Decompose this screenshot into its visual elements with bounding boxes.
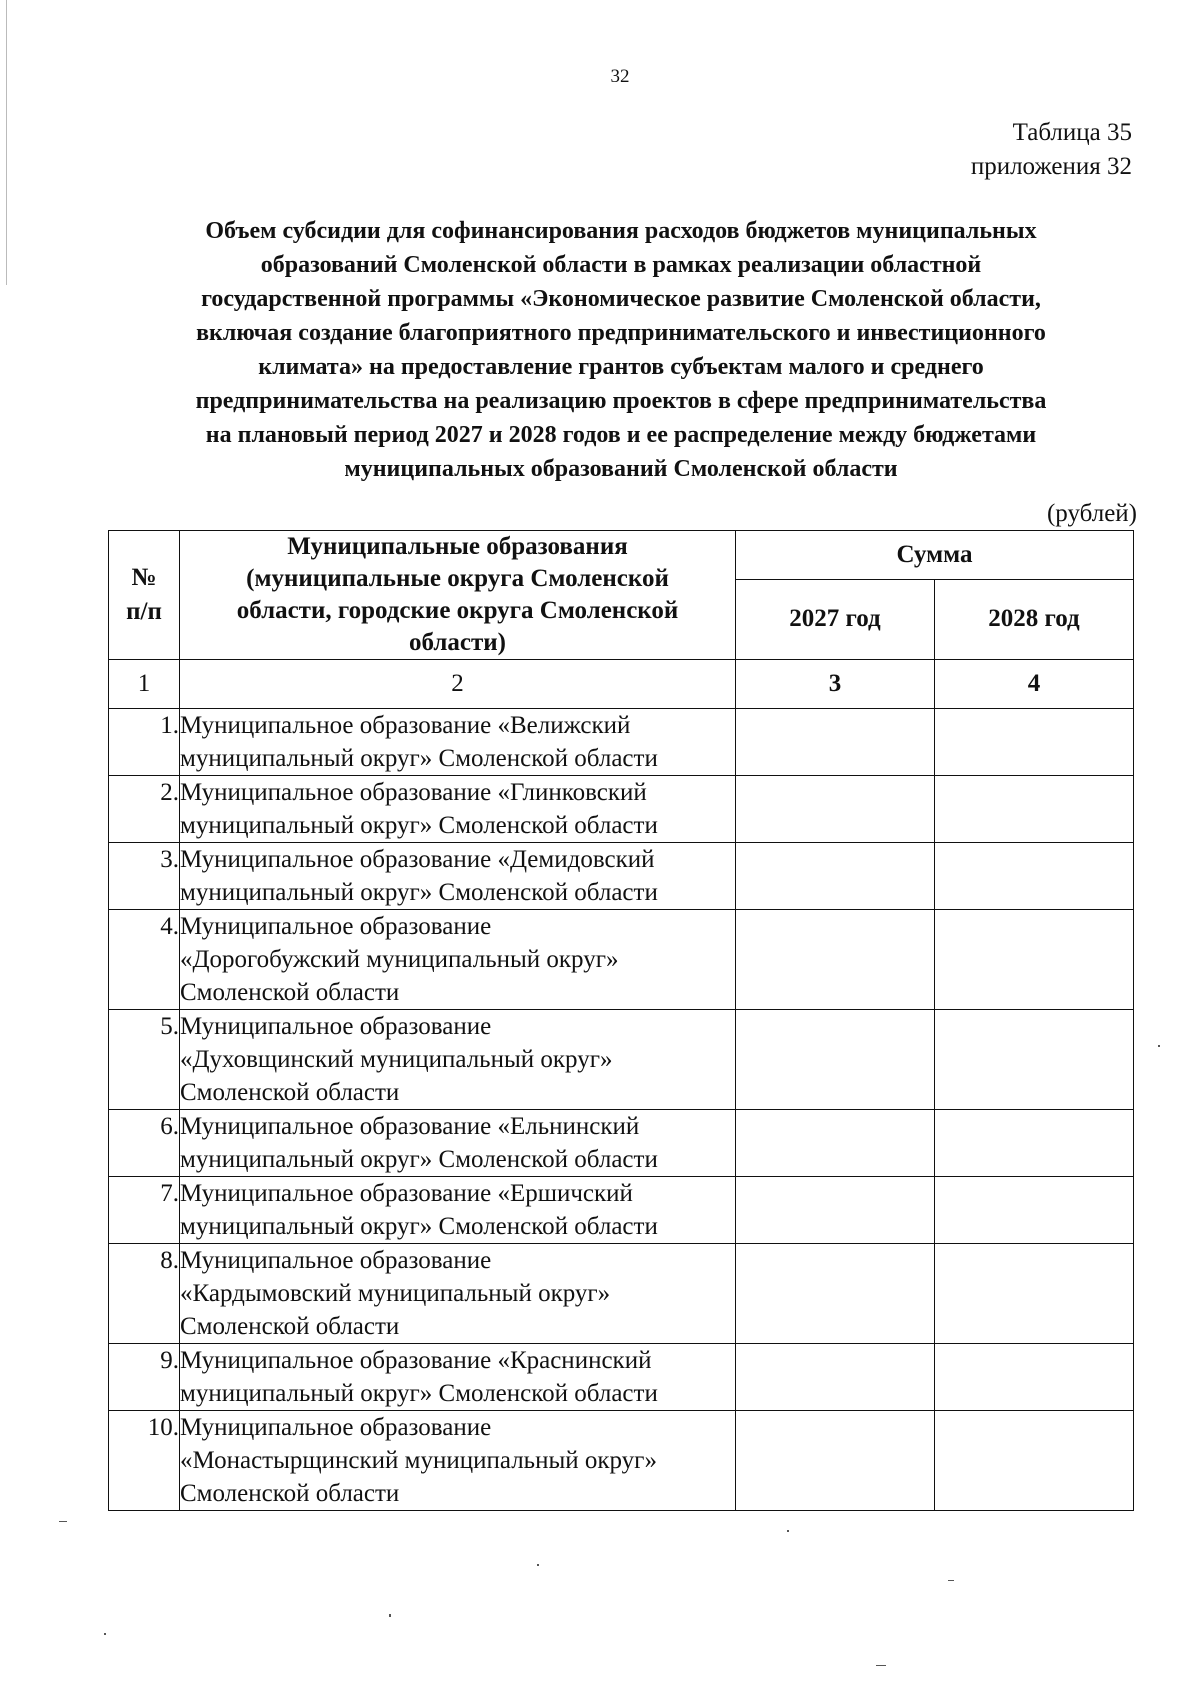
municipality-name-line: «Духовщинский муниципальный округ» [180,1046,613,1073]
header-number-abbr: п/п [126,598,162,625]
column-numbers-row [109,660,1134,709]
municipality-name-line: «Монастырщинский муниципальный округ» [180,1447,657,1474]
header-year-2027: 2027 год [736,579,935,659]
title-line: Объем субсидии для софинансирования расходов бюджетов муниципальных [205,218,1037,244]
header-municipality-line: области) [408,629,506,656]
header-municipality-cell [180,531,736,660]
table-header-row [109,531,1134,580]
municipality-name-line: Муниципальное образование «Ельнинский [180,1113,640,1140]
scan-speck [1158,1045,1160,1047]
table-row [109,1177,1134,1244]
municipality-name-line: муниципальный округ» Смоленской области [180,1380,658,1407]
amount-2028 [935,1411,1134,1511]
municipality-name [180,1177,736,1244]
row-number: 7. [109,1177,180,1244]
scan-speck [6,0,7,285]
column-number: 3 [736,660,935,709]
municipality-name-line: Муниципальное образование «Ершичский [180,1180,633,1207]
municipality-name-line: Смоленской области [180,1480,400,1507]
header-number-cell [109,531,180,660]
header-sum-cell: Сумма [736,531,1134,580]
amount-2028 [935,1244,1134,1344]
municipality-name-line: Муниципальное образование «Демидовский [180,846,655,873]
title-line: предпринимательства на реализацию проектов в сфере предпринимательства [195,388,1047,414]
amount-2027 [736,1110,935,1177]
scan-speck [59,1521,67,1522]
municipality-name-line: Муниципальное образование [180,1414,492,1441]
municipality-name-line: муниципальный округ» Смоленской области [180,812,658,839]
page-number: 32 [610,66,630,87]
header-year-2028: 2028 год [935,579,1134,659]
row-number: 8. [109,1244,180,1344]
municipality-name-line: Муниципальное образование [180,1013,492,1040]
table-row [109,776,1134,843]
scan-speck [948,1580,954,1581]
table-reference [971,116,1132,184]
amount-2027 [736,910,935,1010]
title-line: на плановый период 2027 и 2028 годов и ее распределение между бюджетами [205,422,1037,448]
amount-2027 [736,1344,935,1411]
municipality-name [180,1110,736,1177]
column-number: 2 [180,660,736,709]
amount-2027 [736,776,935,843]
amount-2027 [736,843,935,910]
table-row [109,843,1134,910]
amount-2027 [736,1010,935,1110]
municipality-name-line: Муниципальное образование [180,1247,492,1274]
row-number: 5. [109,1010,180,1110]
column-number: 1 [109,660,180,709]
row-number: 3. [109,843,180,910]
row-number: 2. [109,776,180,843]
row-number: 1. [109,709,180,776]
amount-2027 [736,1411,935,1511]
amount-2028 [935,1110,1134,1177]
municipality-name-line: Муниципальное образование «Велижский [180,712,631,739]
header-municipality-line: (муниципальные округа Смоленской [246,565,669,592]
municipality-name-line: Смоленской области [180,979,400,1006]
table-row [109,1411,1134,1511]
table-row [109,1244,1134,1344]
title-line: государственной программы «Экономическое развитие Смоленской области, [201,286,1041,312]
municipality-name [180,1244,736,1344]
amount-2028 [935,1344,1134,1411]
scan-speck [104,1633,106,1635]
title-line: включая создание благоприятного предпринимательского и инвестиционного [196,320,1046,346]
table-row [109,709,1134,776]
municipality-name [180,1010,736,1110]
municipality-name-line: муниципальный округ» Смоленской области [180,879,658,906]
amount-2027 [736,709,935,776]
scan-speck [876,1665,886,1666]
scan-speck [787,1530,789,1532]
header-number-symbol: № [131,564,157,591]
amount-2028 [935,843,1134,910]
municipality-name [180,910,736,1010]
municipality-name-line: Муниципальное образование [180,913,492,940]
municipality-name-line: Смоленской области [180,1079,400,1106]
document-title [106,214,1136,486]
municipality-name [180,776,736,843]
municipality-name [180,1344,736,1411]
table-row [109,1110,1134,1177]
table-row [109,1010,1134,1110]
column-number: 4 [935,660,1134,709]
municipality-name-line: муниципальный округ» Смоленской области [180,745,658,772]
subsidy-table [108,530,1134,1511]
table-ref-line1: Таблица 35 [1012,119,1132,146]
title-line: образований Смоленской области в рамках реализации областной [260,252,982,278]
row-number: 4. [109,910,180,1010]
municipality-name-line: Смоленской области [180,1313,400,1340]
row-number: 9. [109,1344,180,1411]
municipality-name-line: муниципальный округ» Смоленской области [180,1146,658,1173]
amount-2028 [935,1177,1134,1244]
title-line: климата» на предоставление грантов субъектам малого и среднего [258,354,984,380]
municipality-name-line: «Кардымовский муниципальный округ» [180,1280,611,1307]
amount-2028 [935,709,1134,776]
header-municipality-line: области, городские округа Смоленской [236,597,679,624]
scan-speck [537,1564,539,1566]
units-label: (рублей) [1046,500,1137,527]
title-line: муниципальных образований Смоленской области [344,456,898,482]
table-ref-line2: приложения 32 [970,153,1132,180]
municipality-name-line: Муниципальное образование «Глинковский [180,779,647,806]
municipality-name [180,843,736,910]
row-number: 6. [109,1110,180,1177]
municipality-name-line: «Дорогобужский муниципальный округ» [180,946,619,973]
table-row [109,910,1134,1010]
amount-2028 [935,1010,1134,1110]
amount-2028 [935,910,1134,1010]
header-municipality-line: Муниципальные образования [287,533,628,560]
table-row [109,1344,1134,1411]
amount-2028 [935,776,1134,843]
scan-speck [389,1614,391,1617]
amount-2027 [736,1244,935,1344]
row-number: 10. [109,1411,180,1511]
amount-2027 [736,1177,935,1244]
municipality-name-line: Муниципальное образование «Краснинский [180,1347,652,1374]
municipality-name [180,709,736,776]
municipality-name [180,1411,736,1511]
municipality-name-line: муниципальный округ» Смоленской области [180,1213,658,1240]
